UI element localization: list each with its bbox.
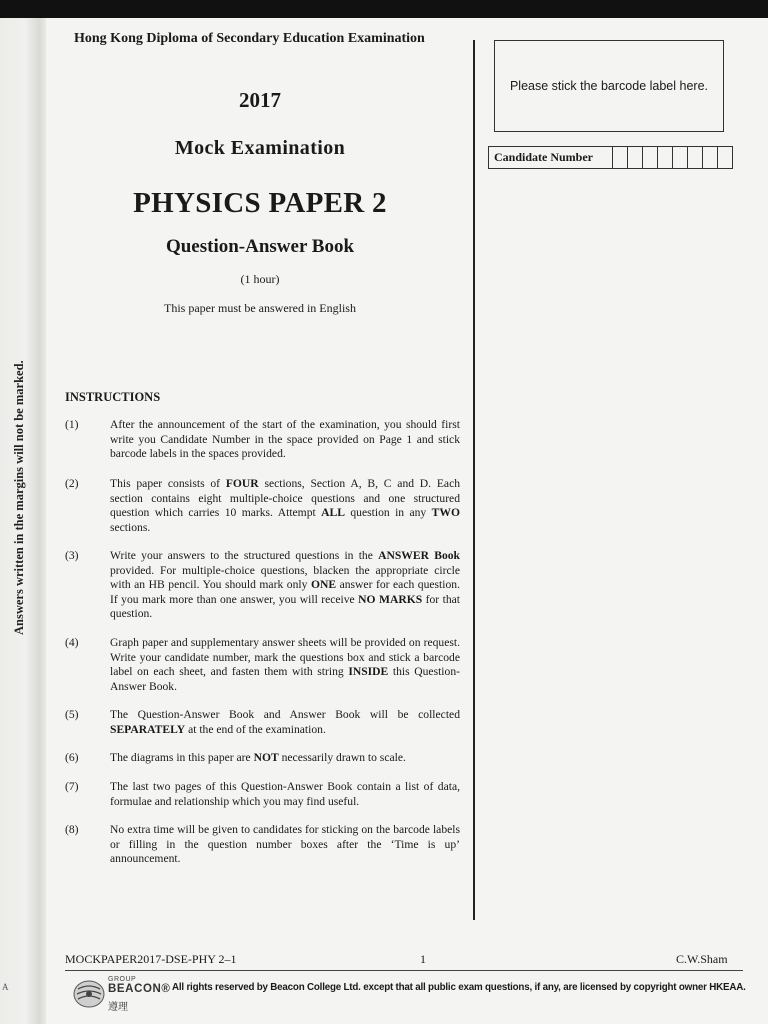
candidate-number-cell[interactable] [673,147,688,168]
instruction-text: This paper consists of FOUR sections, Section A, B, C and D. Each section contains eight multiple-choice questions and one structured question which carries 10 marks. Attempt ALL question in any TWO sections. [110,477,461,534]
instructions-heading: INSTRUCTIONS [65,390,161,404]
instruction-number: (1) [65,418,79,431]
paper-code: MOCKPAPER2017-DSE-PHY 2–1 [65,952,237,966]
candidate-number-cell[interactable] [628,147,643,168]
author: C.W.Sham [676,952,728,966]
margin-warning: Answers written in the margins will not be marked. [12,360,26,635]
instruction-number: (7) [65,780,79,793]
beacon-logo-icon [72,979,106,1009]
instruction-item [65,780,460,809]
instruction-text: The Question-Answer Book and Answer Book will be collected SEPARATELY at the end of the examination. [110,708,460,736]
instruction-item [65,549,460,622]
candidate-number-cell[interactable] [703,147,718,168]
page-number: 1 [420,952,426,966]
barcode-label-box [494,40,724,132]
instruction-text: After the announcement of the start of the examination, you should first write you Candidate Number in the space provided on Page 1 and stick barcode labels in the spaces provided. [110,418,460,460]
footer-rule [65,970,743,971]
vertical-divider [473,40,475,920]
instruction-number: (6) [65,751,79,764]
gutter-mark: A [2,982,9,992]
instruction-text: Write your answers to the structured questions in the ANSWER Book provided. For multiple-choice questions, blacken the appropriate circle with an HB pencil. You should mark only ONE answer for each question. If you mark more than one answer, you will receive NO MARKS for that question. [110,549,460,620]
instruction-item [65,823,460,867]
instruction-item [65,477,460,535]
candidate-number-cell[interactable] [718,147,732,168]
instruction-number: (4) [65,636,79,649]
candidate-number-label: Candidate Number [489,147,613,168]
instruction-text: No extra time will be given to candidates for sticking on the barcode labels or filling in the question number boxes after the ‘Time is up’ announcement. [110,823,460,865]
instruction-number: (5) [65,708,79,721]
instruction-number: (8) [65,823,79,836]
instruction-text: The last two pages of this Question-Answer Book contain a list of data, formulae and relationship which you may find useful. [110,780,460,808]
candidate-number-cell[interactable] [658,147,673,168]
instruction-number: (2) [65,477,79,490]
logo-chinese: 遵理 [108,1002,128,1013]
instruction-item [65,636,460,694]
instruction-item [65,708,460,737]
paper-title: PHYSICS PAPER 2 [133,187,387,219]
book-type: Question-Answer Book [165,236,355,257]
instruction-text: The diagrams in this paper are NOT necessarily drawn to scale. [110,751,406,764]
instruction-item [65,418,460,462]
barcode-label-text: Please stick the barcode label here. [509,79,709,93]
logo-name: BEACON® [108,983,171,995]
scan-top-band [0,0,768,18]
instruction-text: Graph paper and supplementary answer sheets will be provided on request. Write your candidate number, mark the questions box and stick a barcode label on each sheet, and fasten them with string INSIDE this Question-Answer Book. [110,636,460,693]
candidate-number-cell[interactable] [613,147,628,168]
candidate-number-cell[interactable] [688,147,703,168]
candidate-number-field[interactable] [488,146,733,169]
copyright-notice: All rights reserved by Beacon College Ltd. except that all public exam questions, if any, are licensed by copyright owner HKEAA. [172,982,746,993]
logo-group-text: GROUP [108,976,137,983]
candidate-number-cell[interactable] [643,147,658,168]
instruction-item [65,751,460,766]
exam-type: Mock Examination [174,137,346,159]
instruction-number: (3) [65,549,79,562]
language-note: This paper must be answered in English [164,301,356,315]
exam-duration: (1 hour) [240,272,280,286]
exam-year: 2017 [239,88,281,112]
exam-name: Hong Kong Diploma of Secondary Education Examination [74,31,425,46]
